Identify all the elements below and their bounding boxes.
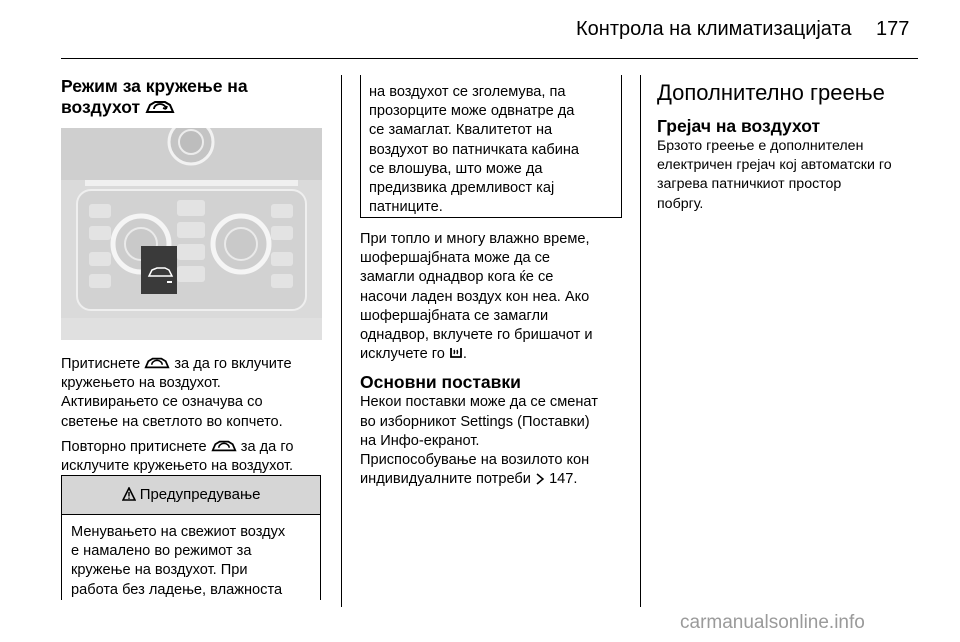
warning-title: Предупредување: [139, 486, 261, 503]
watermark: carmanualsonline.info: [680, 612, 865, 633]
column-rule-left: [341, 75, 342, 607]
basic-settings-paragraph: Некои поставки може да се сменат во изборникот Settings (Поставки) на Инфо-екранот. Приспособување на возилото кон индивидуалните потреби 147.: [360, 394, 598, 488]
left-column: [61, 76, 326, 118]
header-rule: [61, 58, 918, 59]
page-number: 177: [876, 18, 910, 40]
recirculation-heading: Режим за кружење на воздухот: [61, 76, 248, 117]
air-recirculation-icon: [211, 439, 237, 453]
warning-text-continued: на воздухот се зголемува, па прозорците може одвнатре да се замаглат. Квалитетот на воздухот во патничката кабина се влошува, што може да предизвика дремливост кај патниците.: [369, 84, 580, 216]
warning-text: Менувањето на свежиот воздух е намалено во режимот за кружење на воздухот. При работа без ладење, влажноста: [71, 524, 286, 598]
warning-triangle-icon: [122, 487, 136, 501]
warning-header: [62, 476, 320, 515]
column-rule-right: [640, 75, 641, 607]
middle-column-body: [360, 230, 630, 489]
climate-control-panel-photo: [61, 128, 322, 340]
warning-body: [62, 515, 320, 600]
page-reference-arrow-icon: [535, 473, 545, 485]
warning-box: [61, 475, 321, 600]
recirculation-paragraph-1: Притиснете за да го вклучите кружењето на воздухот. Активирањето се означува со светење на светлото во копчето.: [61, 356, 292, 430]
right-column: [657, 80, 937, 214]
warning-box-continued: [360, 75, 622, 218]
air-recirculation-icon: [145, 99, 175, 115]
air-heater-paragraph: Брзото греење е дополнителен електричен грејач кој автоматски го загрева патничкиот простор побргу.: [657, 138, 892, 212]
running-header-title: Контрола на климатизацијата: [576, 18, 852, 40]
air-heater-heading: Грејач на воздухот: [657, 116, 821, 136]
rear-window-heater-icon: [449, 346, 463, 360]
left-column-body: [61, 355, 326, 476]
recirculation-paragraph-2: Повторно притиснете за да го исклучите кружењето на воздухот.: [61, 438, 294, 475]
air-recirculation-icon: [144, 356, 170, 370]
auxiliary-heating-heading: Дополнително греење: [657, 80, 885, 105]
fogging-paragraph: При топло и многу влажно време, шофершајбната може да се замагли однадвор кога ќе се насочи ладен воздух кон неа. Ако шофершајбната се замагли однадвор, вклучете го бришачот и исклучете го .: [360, 231, 593, 363]
basic-settings-heading: Основни поставки: [360, 372, 521, 393]
